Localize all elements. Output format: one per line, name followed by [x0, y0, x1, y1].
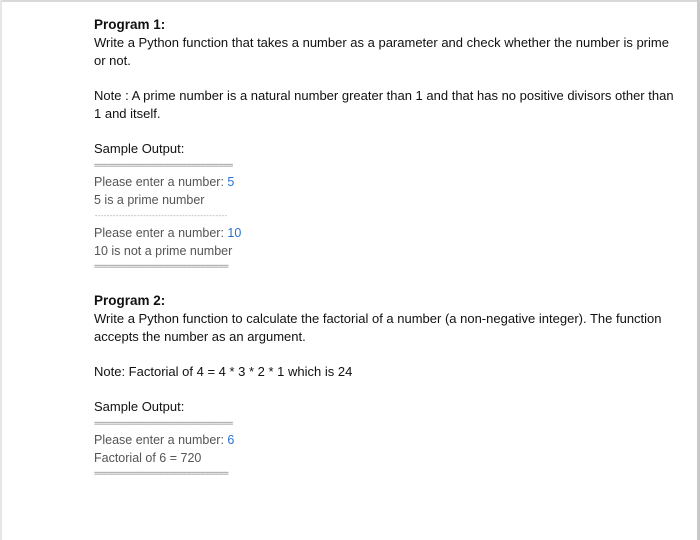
program-1-run-2-prompt-line	[94, 224, 684, 242]
program-1-run-1-input: 5	[227, 175, 235, 189]
page-top-border	[0, 0, 700, 2]
program-1-separator-bottom: =============================	[94, 262, 228, 272]
program-1-sample-label: Sample Output:	[94, 141, 185, 156]
program-1-note: Note : A prime number is a natural number greater than 1 and that has no positive divisors other than 1 and itself.	[94, 88, 674, 121]
program-1-section	[94, 16, 684, 272]
program-1-run-2-input: 10	[227, 226, 242, 240]
program-2-run-result: Factorial of 6 = 720	[94, 451, 202, 465]
program-1-run-2-result: 10 is not a prime number	[94, 244, 233, 258]
program-1-run-1-prompt-line	[94, 173, 684, 191]
program-2-run-prompt-line	[94, 431, 684, 449]
program-1-run-1-result: 5 is a prime number	[94, 193, 205, 207]
program-1-run-1-prompt: Please enter a number:	[94, 175, 228, 189]
program-2-run-prompt: Please enter a number:	[94, 433, 228, 447]
program-1-separator-top: ==============================	[94, 161, 233, 171]
program-2-separator-bottom: =============================	[94, 469, 228, 479]
program-2-run-input: 6	[227, 433, 235, 447]
program-2-separator-top: ==============================	[94, 419, 233, 429]
page-left-border	[0, 0, 2, 540]
program-2-note: Note: Factorial of 4 = 4 * 3 * 2 * 1 which is 24	[94, 364, 353, 379]
program-2-description: Write a Python function to calculate the factorial of a number (a non-negative integer). The function accepts the number as an argument.	[94, 311, 662, 344]
program-1-title: Program 1:	[94, 17, 166, 32]
program-2-section	[94, 292, 684, 479]
program-2-sample-label: Sample Output:	[94, 399, 185, 414]
program-2-title: Program 2:	[94, 293, 166, 308]
program-1-separator-mid: --------------------------------------------	[94, 212, 227, 220]
program-1-description: Write a Python function that takes a number as a parameter and check whether the number is prime or not.	[94, 35, 669, 68]
program-1-run-2-prompt: Please enter a number:	[94, 226, 228, 240]
document-content	[94, 16, 684, 479]
